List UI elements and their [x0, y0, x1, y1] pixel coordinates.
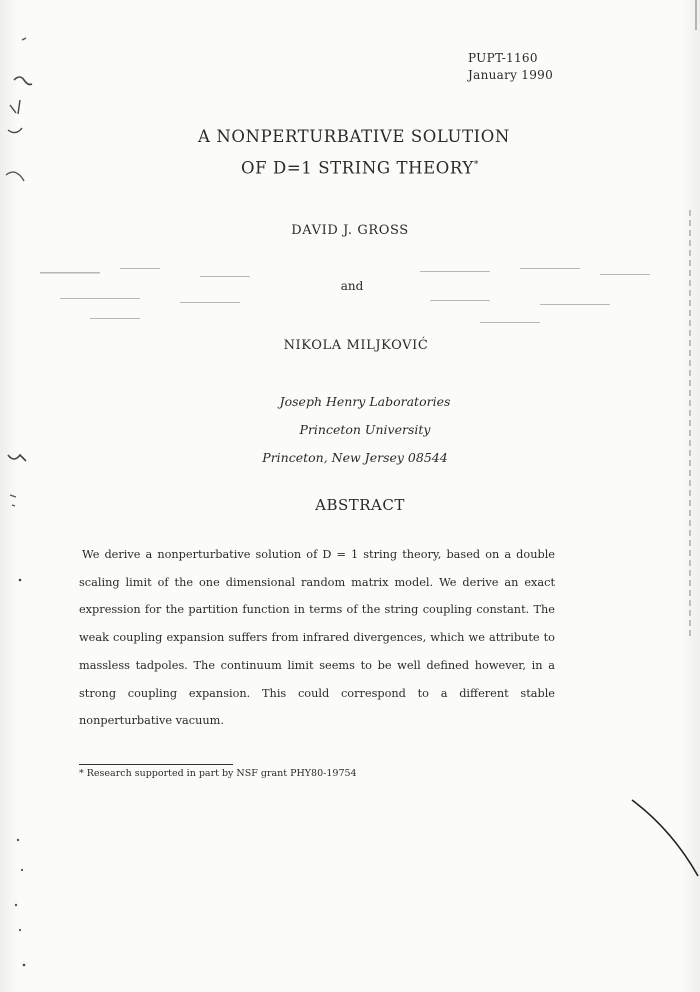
affiliation-lab: Joseph Henry Laboratories [279, 394, 451, 409]
footnote-rule [79, 764, 233, 765]
affiliation-university: Princeton University [299, 422, 431, 437]
author-first: DAVID J. GROSS [291, 223, 409, 238]
abstract-body: We derive a nonperturbative solution of D = 1 string theory, based on a double scaling limit of the one dimensional random matrix model. We derive an exact expression for the partition function in terms of the string coupling constant. The weak coupling expansion suffers from infrared divergences, which we attribute to massless tadpoles. The continuum limit seems to be well defined however, in a strong coupling expansion. This could correspond to a different stable nonperturbative vacuum. [79, 548, 555, 728]
title-line-2-text: OF D=1 STRING THEORY [240, 158, 474, 178]
author-second: NIKOLA MILJKOVIĆ [283, 338, 429, 353]
title-line-1: A NONPERTURBATIVE SOLUTION [198, 127, 510, 146]
preprint-number: PUPT-1160 [468, 51, 538, 65]
footnote: * Research supported in part by NSF grant PHY80-19754 [79, 768, 357, 779]
paper-title [0, 123, 700, 183]
affiliation [0, 388, 700, 472]
title-footnote-mark: * [473, 160, 479, 170]
title-line-2 [0, 151, 700, 183]
author-conjunction: and [340, 279, 364, 293]
abstract-heading: ABSTRACT [315, 496, 405, 514]
affiliation-address: Princeton, New Jersey 08544 [262, 450, 448, 465]
preprint-info [468, 50, 553, 84]
preprint-date: January 1990 [468, 68, 554, 82]
